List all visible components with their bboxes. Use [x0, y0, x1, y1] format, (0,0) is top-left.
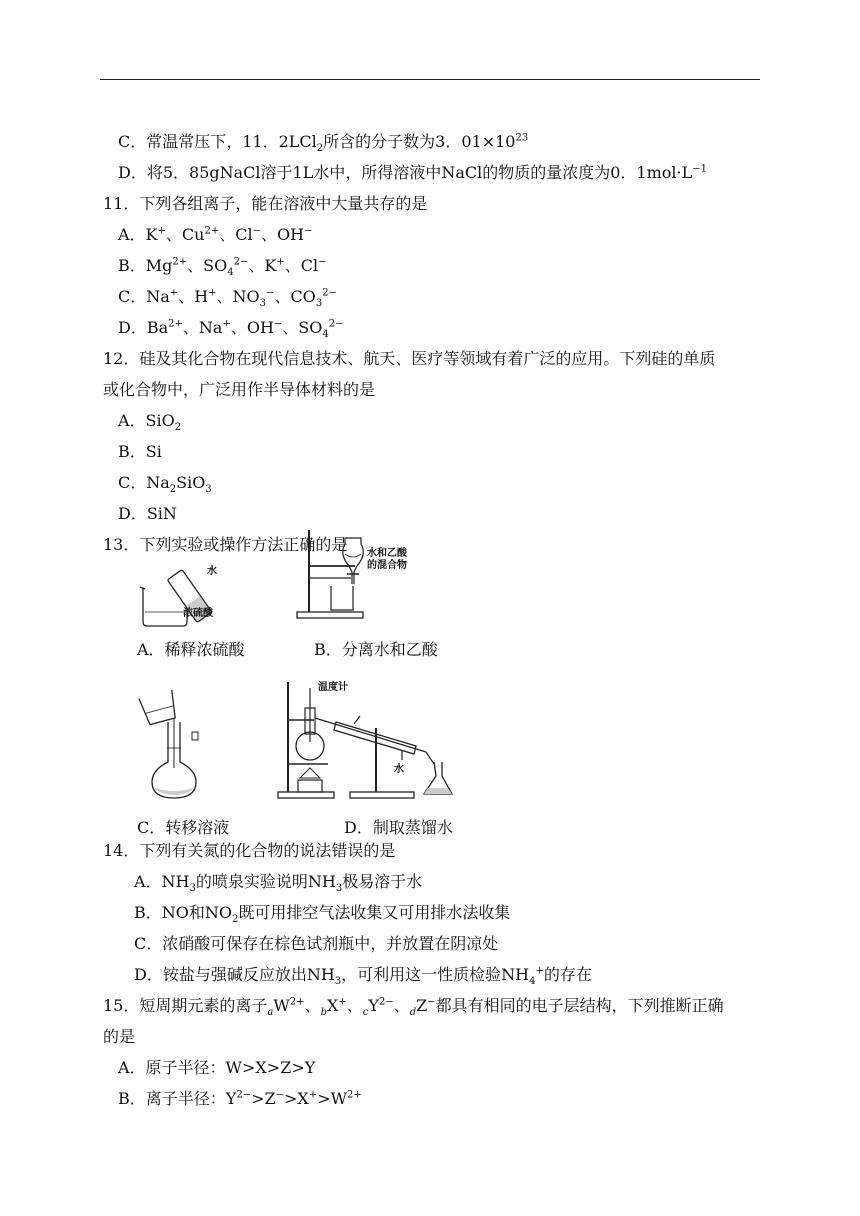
q12-option-a: A．SiO$_2$ — [118, 411, 182, 434]
q10-option-d: D．将5．85gNaCl溶于1L水中，所得溶液中NaCl的物质的量浓度为0．$1mol\cdot L^{-1}$ — [118, 163, 707, 182]
q14-option-a: A．$NH_3$的喷泉实验说明$NH_3$极易溶于水 — [134, 872, 423, 895]
q12-stem-line1: 12．硅及其化合物在现代信息技术、航天、医疗等领域有着广泛的应用。下列硅的单质 — [103, 349, 716, 368]
figure-b-separating-funnel — [295, 528, 425, 620]
q13-stem: 13．下列实验或操作方法正确的是 — [103, 535, 348, 554]
q13-option-b-caption: B．分离水和乙酸 — [314, 640, 438, 659]
q12-option-d: D．SiN — [118, 504, 177, 523]
figure-a-label-acid: 浓硫酸 — [183, 608, 213, 619]
q14-option-c: C．浓硝酸可保存在棕色试剂瓶中，并放置在阴凉处 — [134, 934, 499, 953]
q12-option-c: C．$Na_2SiO_3$ — [118, 473, 212, 496]
header-rule — [100, 79, 760, 80]
figure-c-volumetric-flask — [138, 688, 210, 802]
q15-option-b: B．离子半径：$Y^{2-}>Z^->X^+>W^{2+}$ — [118, 1089, 362, 1108]
figure-d-distillation — [276, 668, 472, 802]
q12-option-b: B．Si — [118, 442, 162, 461]
q12-stem-line2: 或化合物中，广泛用作半导体材料的是 — [103, 380, 376, 399]
q11-option-b: B．$Mg^{2+}$、$SO_4^{2-}$、K+、Cl− — [118, 256, 327, 279]
q15-stem-line1: 15．短周期元素的离子$_aW^{2+}$、$_b$X+、$_cY^{2-}$、$_d$Z−都具有相同的电子层结构，下列推断正确 — [103, 996, 724, 1019]
q13-option-d-caption: D．制取蒸馏水 — [344, 818, 453, 837]
figure-d-label-water: 水 — [394, 764, 404, 775]
figure-d-label-thermometer: 温度计 — [318, 682, 348, 693]
q11-option-c: C．Na+、H+、$NO_3^-$、$CO_3^{2-}$ — [118, 287, 337, 310]
q11-option-d: D．$Ba^{2+}$、Na+、OH−、$SO_4^{2-}$ — [118, 318, 344, 341]
figure-b-label-1: 水和乙酸 — [367, 548, 407, 559]
q13-option-c-caption: C．转移溶液 — [137, 818, 230, 837]
q11-stem: 11．下列各组离子，能在溶液中大量共存的是 — [103, 194, 428, 213]
q10-option-c: C．常温常压下，11．2LCl$_2$所含的分子数为3．$01\times 10^{23}$ — [118, 132, 529, 155]
q15-option-a: A．原子半径：W>X>Z>Y — [118, 1058, 316, 1077]
q14-option-b: B．NO和$NO_2$既可用排空气法收集又可用排水法收集 — [134, 903, 511, 926]
q15-stem-line2: 的是 — [103, 1027, 136, 1046]
figure-a-dilution — [135, 560, 235, 630]
q14-option-d: D．铵盐与强碱反应放出$NH_3$，可利用这一性质检验$NH_4^+$的存在 — [134, 965, 592, 988]
figure-a-label-water: 水 — [207, 566, 217, 577]
figure-b-label-2: 的混合物 — [367, 560, 407, 571]
q14-stem: 14．下列有关氮的化合物的说法错误的是 — [103, 841, 396, 860]
q13-option-a-caption: A．稀释浓硫酸 — [137, 640, 245, 659]
q11-option-a: A．K+、$Cu^{2+}$、Cl−、OH− — [118, 225, 313, 244]
